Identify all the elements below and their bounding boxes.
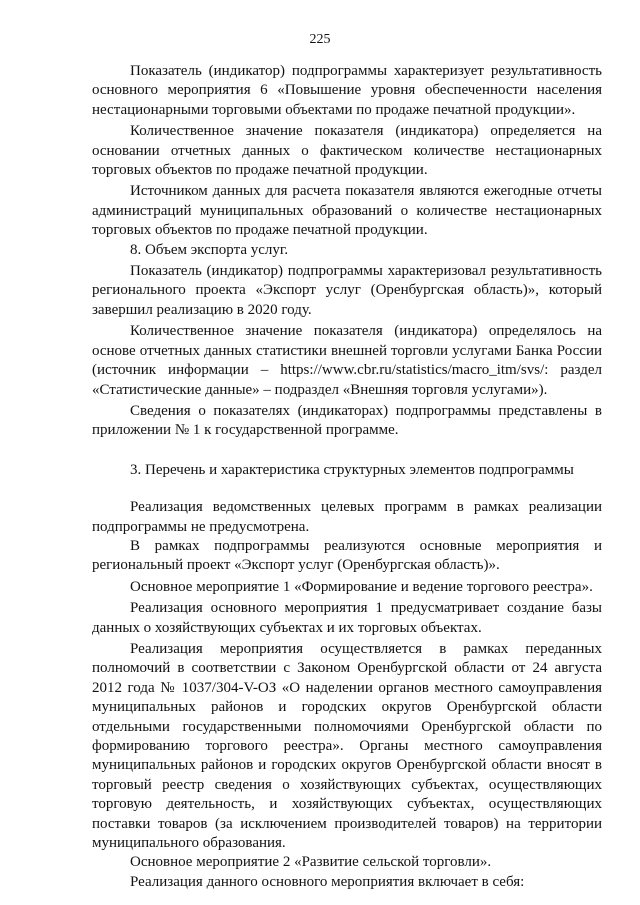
document-body — [92, 62, 602, 892]
paragraph: Реализация данного основного мероприятия включает в себя: — [130, 873, 525, 890]
paragraph: В рамках подпрограммы реализуются основные мероприятия и региональный проект «Экспорт услуг (Оренбургская область)». — [92, 537, 602, 574]
paragraph: Реализация основного мероприятия 1 предусматривает создание базы данных о хозяйствующих субъектах и их торговых объектах. — [92, 600, 602, 636]
paragraph: Реализация мероприятия осуществляется в рамках переданных полномочий в соответствии с Законом Оренбургской области от 24 августа 2012 года № 1037/304-V-ОЗ «О наделении органов местного самоуправления муниципальных районов и городских округов Оренбургской области отдельными государственными полномочиями Оренбургской области по формированию торгового реестра». Органы местного самоуправления муниципальных районов и городских округов Оренбургской области вносят в торговый реестр сведения о хозяйствующих субъектах, осуществляющих торговую деятельность, и хозяйствующих субъектах, осуществляющих поставки товаров (за исключением производителей товаров) на территории муниципального образования. — [92, 640, 602, 852]
paragraph: Основное мероприятие 1 «Формирование и ведение торгового реестра». — [130, 578, 593, 595]
paragraph: Основное мероприятие 2 «Развитие сельской торговли». — [130, 854, 492, 871]
paragraph: Количественное значение показателя (индикатора) определяется на основании отчетных данных о фактическом количестве нестационарных торговых объектов по продаже печатной продукции. — [92, 123, 602, 179]
paragraph: Источником данных для расчета показателя являются ежегодные отчеты администраций муниципальных образований о количестве нестационарных торговых объектов по продаже печатной продукции. — [92, 183, 602, 239]
paragraph: Сведения о показателях (индикаторах) подпрограммы представлены в приложении № 1 к государственной программе. — [92, 402, 602, 439]
paragraph: 8. Объем экспорта услуг. — [130, 241, 289, 258]
paragraph: Показатель (индикатор) подпрограммы характеризовал результативность регионального проекта «Экспорт услуг (Оренбургская область)», который завершил реализацию в 2020 году. — [92, 263, 602, 318]
paragraph: Количественное значение показателя (индикатора) определялось на основе отчетных данных статистики внешней торговли услугами Банка России (источник информации – https://www.cbr.ru/statistics/macro_itm/svs/: раздел «Статистические данные» – подраздел «Внешняя торговля услугами»). — [92, 323, 602, 398]
section-heading: 3. Перечень и характеристика структурных элементов подпрограммы — [130, 461, 574, 478]
paragraph: Показатель (индикатор) подпрограммы характеризует результативность основного мероприятия 6 «Повышение уровня обеспеченности населения нестационарными торговыми объектами по продаже печатной продукции». — [92, 63, 602, 118]
paragraph: Реализация ведомственных целевых программ в рамках реализации подпрограммы не предусмотрена. — [92, 499, 602, 535]
page-number: 225 — [309, 32, 331, 47]
